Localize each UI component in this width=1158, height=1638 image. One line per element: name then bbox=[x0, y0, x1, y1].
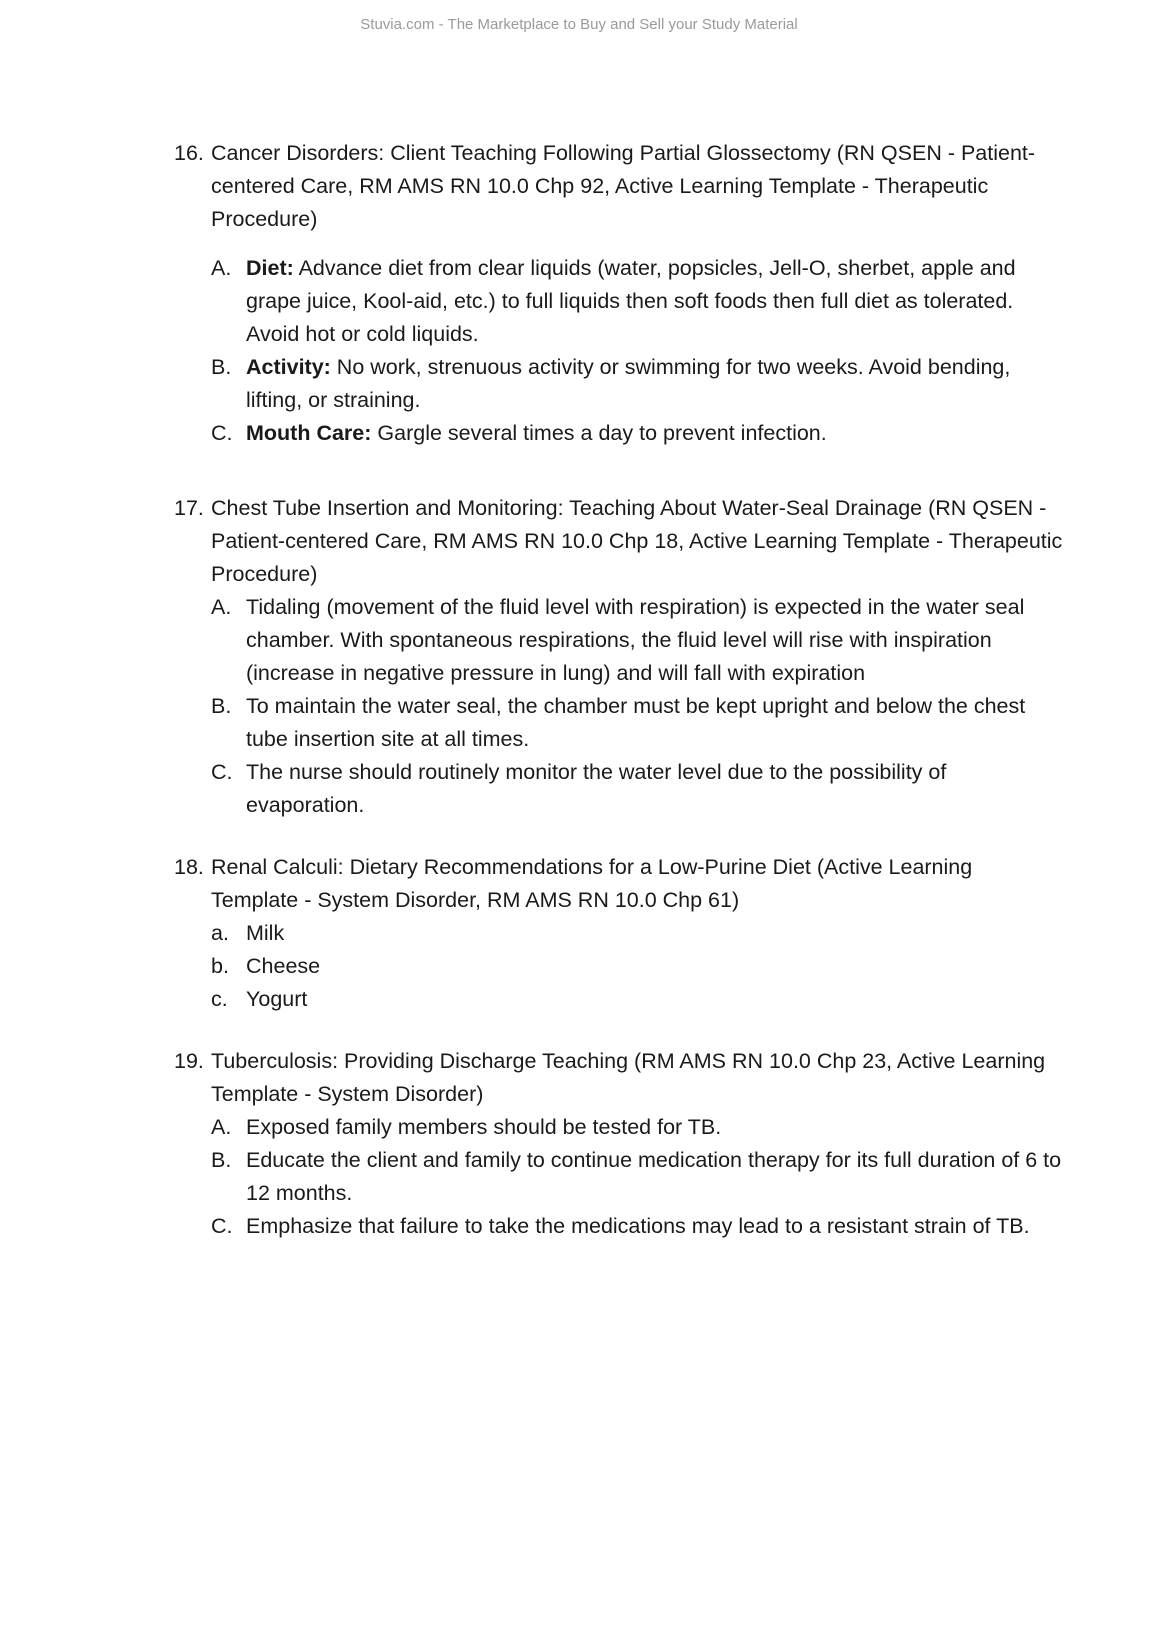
item-text: No work, strenuous activity or swimming for two weeks. Avoid bending, lifting, or straining. bbox=[246, 355, 1011, 412]
item-letter: c. bbox=[211, 987, 228, 1011]
list-item bbox=[211, 1210, 1064, 1243]
list-item bbox=[211, 950, 1064, 983]
item-text: The nurse should routinely monitor the water level due to the possibility of evaporation. bbox=[246, 760, 947, 817]
item-text: Yogurt bbox=[246, 987, 308, 1011]
item-text: To maintain the water seal, the chamber must be kept upright and below the chest tube insertion site at all times. bbox=[246, 694, 1026, 751]
watermark-header: Stuvia.com - The Marketplace to Buy and Sell your Study Material bbox=[360, 16, 798, 33]
item-letter: B. bbox=[211, 355, 232, 379]
list-item bbox=[211, 1144, 1064, 1210]
item-text: Exposed family members should be tested for TB. bbox=[246, 1115, 722, 1139]
list-item bbox=[211, 252, 1064, 351]
item-letter: A. bbox=[211, 256, 232, 280]
section-title: Cancer Disorders: Client Teaching Following Partial Glossectomy (RN QSEN - Patient-centered Care, RM AMS RN 10.0 Chp 92, Active Learning Template - Therapeutic Procedure) bbox=[211, 141, 1036, 231]
item-letter: C. bbox=[211, 421, 233, 445]
sub-list bbox=[211, 917, 1064, 1016]
item-text: Milk bbox=[246, 921, 285, 945]
section-title: Renal Calculi: Dietary Recommendations for a Low-Purine Diet (Active Learning Template - System Disorder, RM AMS RN 10.0 Chp 61) bbox=[211, 855, 973, 912]
section-number: 18. bbox=[174, 855, 204, 879]
item-letter: C. bbox=[211, 760, 233, 784]
item-bold-label: Diet: bbox=[246, 256, 294, 280]
list-item bbox=[211, 983, 1064, 1016]
sub-list bbox=[211, 252, 1064, 450]
section-19 bbox=[174, 1045, 1064, 1243]
sub-list bbox=[211, 591, 1064, 822]
section-title: Tuberculosis: Providing Discharge Teaching (RM AMS RN 10.0 Chp 23, Active Learning Template - System Disorder) bbox=[211, 1049, 1046, 1106]
section-number: 17. bbox=[174, 496, 204, 520]
section-18 bbox=[174, 851, 1064, 1016]
section-number: 16. bbox=[174, 141, 204, 165]
item-text: Tidaling (movement of the fluid level with respiration) is expected in the water seal chamber. With spontaneous respirations, the fluid level will rise with inspiration (increase in negative pressure in lung) and will fall with expiration bbox=[246, 595, 1025, 685]
sub-list bbox=[211, 1111, 1064, 1243]
list-item bbox=[211, 690, 1064, 756]
section-number: 19. bbox=[174, 1049, 204, 1073]
item-bold-label: Mouth Care: bbox=[246, 421, 372, 445]
list-item bbox=[211, 917, 1064, 950]
list-item bbox=[211, 1111, 1064, 1144]
list-item bbox=[211, 351, 1064, 417]
list-item bbox=[211, 591, 1064, 690]
item-text: Emphasize that failure to take the medications may lead to a resistant strain of TB. bbox=[246, 1214, 1030, 1238]
section-title: Chest Tube Insertion and Monitoring: Teaching About Water-Seal Drainage (RN QSEN - Patient-centered Care, RM AMS RN 10.0 Chp 18, Active Learning Template - Therapeutic Procedure) bbox=[211, 496, 1063, 586]
section-16 bbox=[174, 137, 1064, 450]
list-item bbox=[211, 756, 1064, 822]
list-item bbox=[211, 417, 1064, 450]
item-letter: B. bbox=[211, 694, 232, 718]
item-letter: a. bbox=[211, 921, 229, 945]
item-letter: B. bbox=[211, 1148, 232, 1172]
item-letter: C. bbox=[211, 1214, 233, 1238]
document-body bbox=[174, 137, 1064, 1243]
item-text: Gargle several times a day to prevent infection. bbox=[371, 421, 827, 445]
item-text: Advance diet from clear liquids (water, popsicles, Jell-O, sherbet, apple and grape juice, Kool-aid, etc.) to full liquids then soft foods then full diet as tolerated. Avoid hot or cold liquids. bbox=[246, 256, 1016, 346]
item-letter: b. bbox=[211, 954, 229, 978]
item-letter: A. bbox=[211, 595, 232, 619]
item-letter: A. bbox=[211, 1115, 232, 1139]
item-text: Educate the client and family to continue medication therapy for its full duration of 6 to 12 months. bbox=[246, 1148, 1062, 1205]
item-bold-label: Activity: bbox=[246, 355, 331, 379]
item-text: Cheese bbox=[246, 954, 321, 978]
section-17 bbox=[174, 492, 1064, 822]
